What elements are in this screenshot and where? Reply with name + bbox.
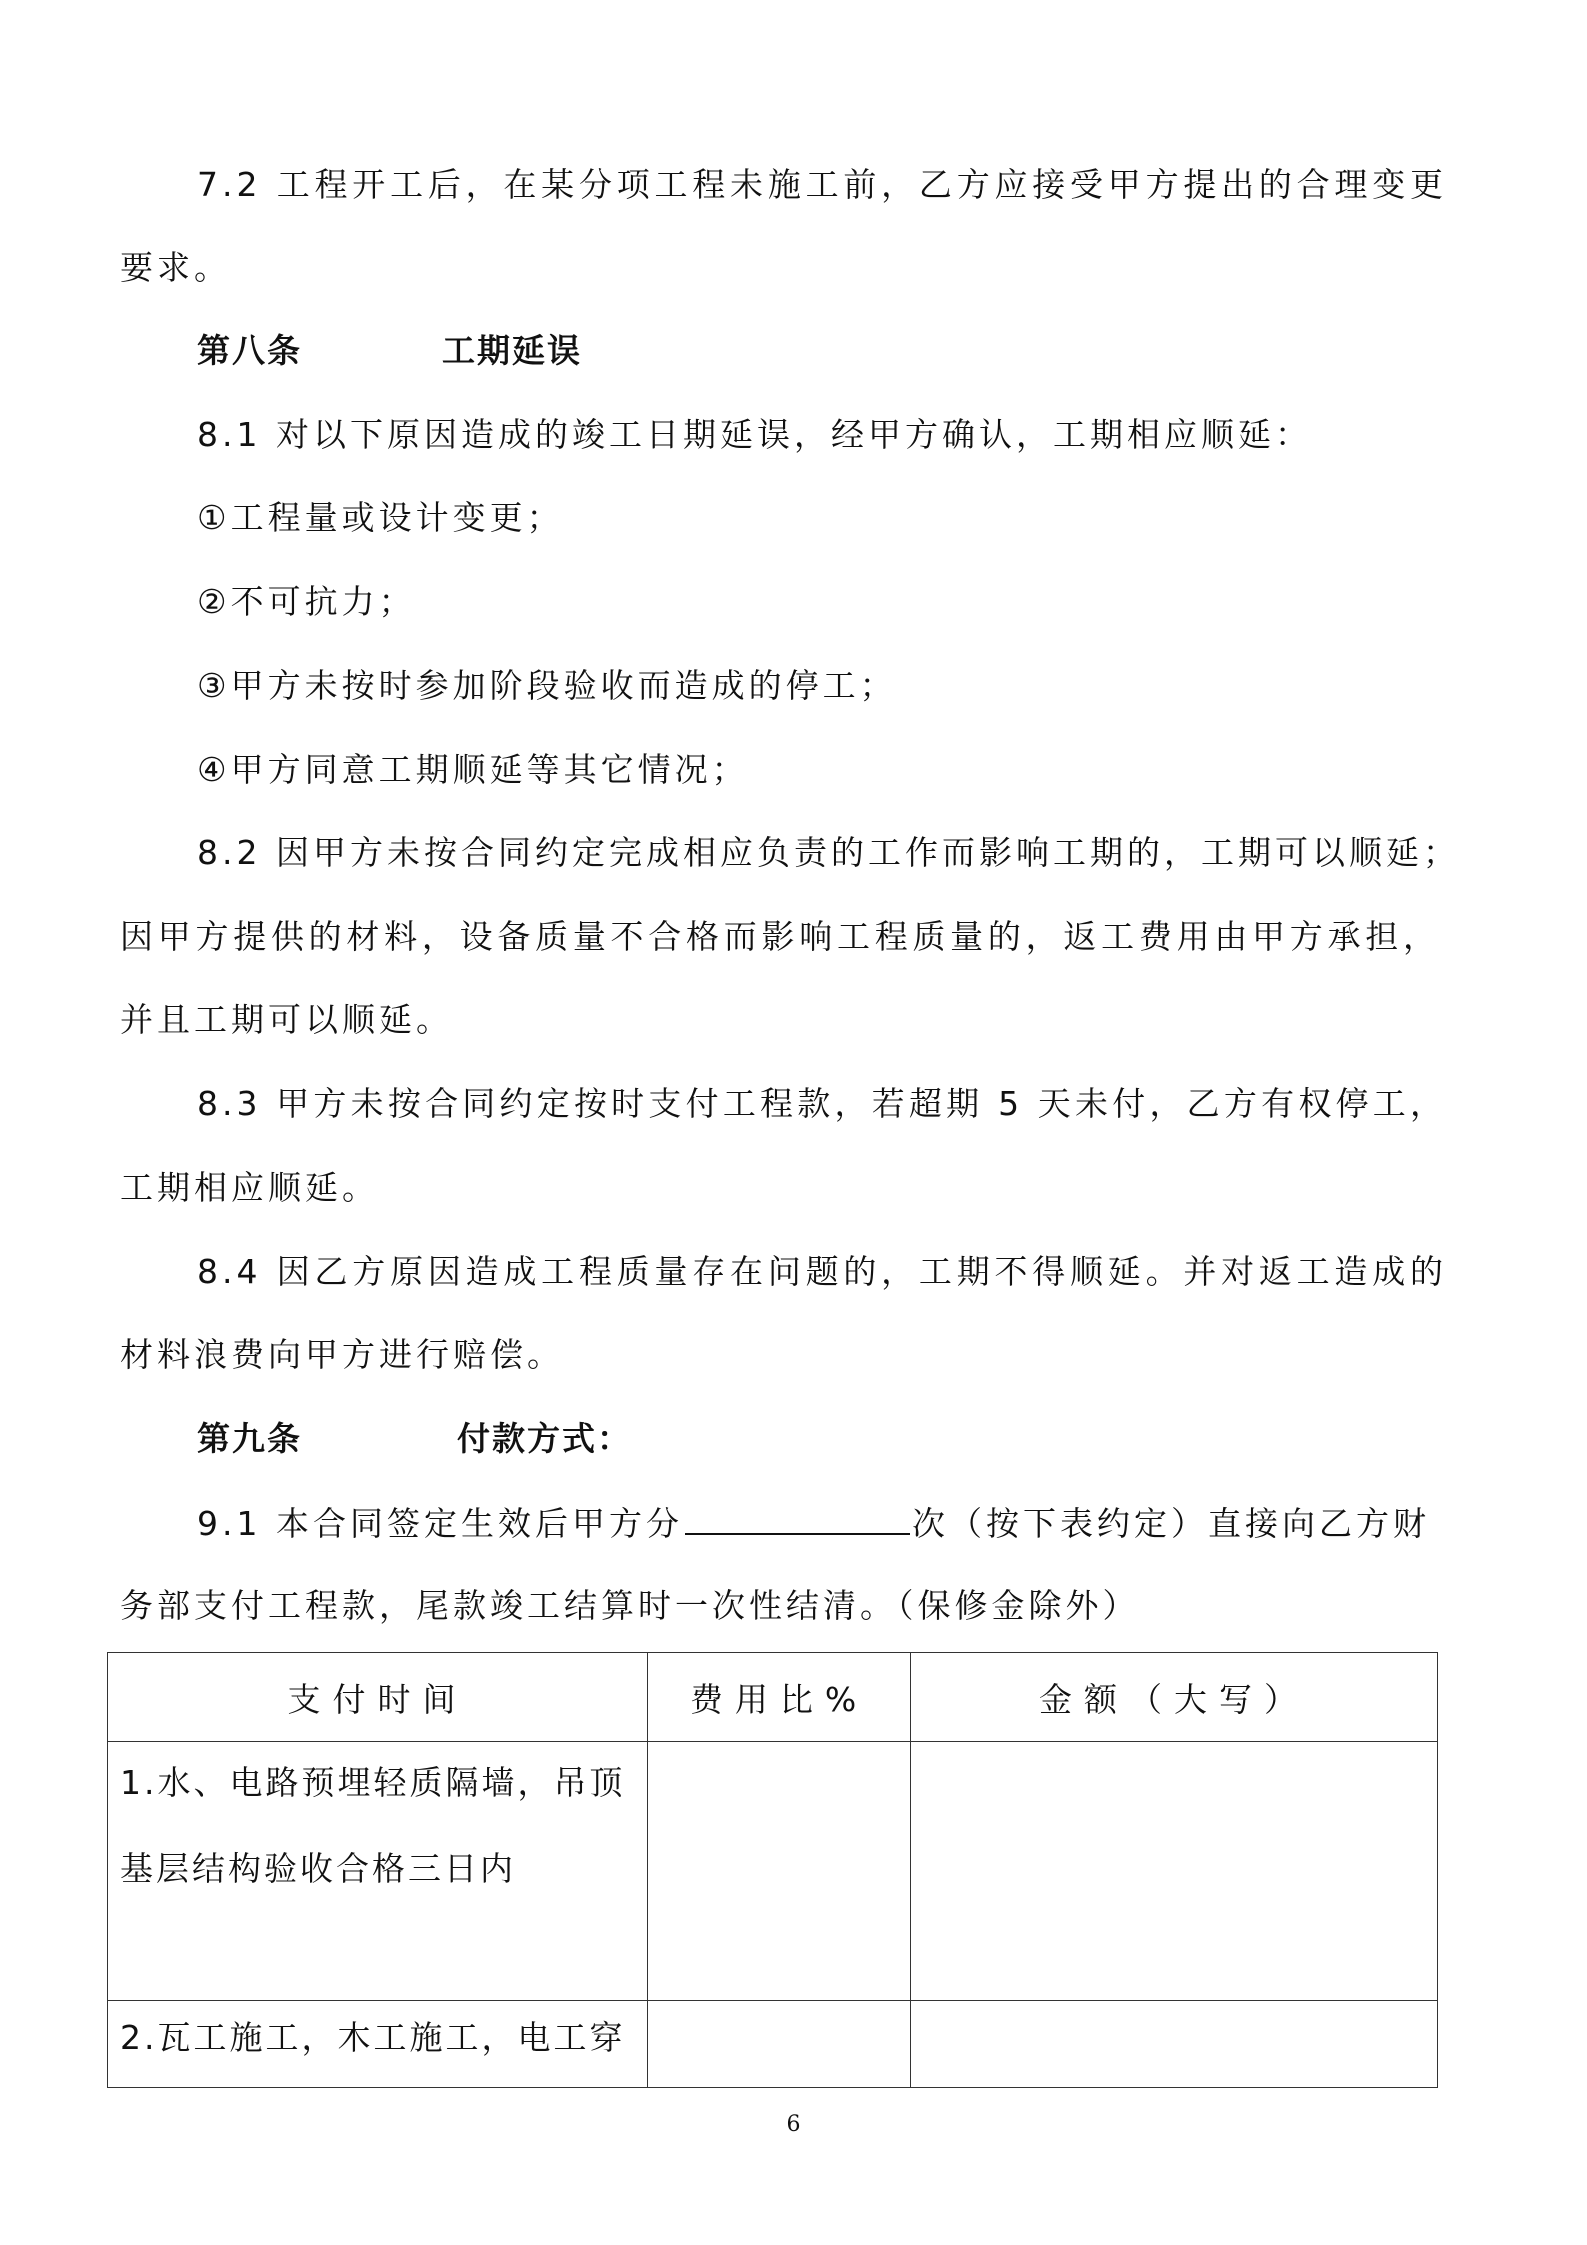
payment-time-cell [108,2001,648,2088]
article-8-label: 第八条 [197,331,302,370]
clause-8-4-line-1: 8.4 因乙方原因造成工程质量存在问题的，工期不得顺延。并对返工造成的 [197,1252,1447,1291]
amount-cell[interactable] [911,1742,1438,2001]
table-header-row [108,1653,1438,1742]
clause-8-2-line-3: 并且工期可以顺延。 [120,1000,453,1039]
cost-percent-cell[interactable] [648,1742,911,2001]
clause-8-3-line-2: 工期相应顺延。 [120,1168,379,1207]
clause-9-1-line-2: 务部支付工程款，尾款竣工结算时一次性结清。（保修金除外） [120,1586,1140,1625]
installment-count-blank[interactable] [685,1503,910,1535]
payment-time-line: 1.水、电路预埋轻质隔墙，吊顶 [120,1763,626,1802]
clause-8-1-item-1: ①工程量或设计变更； [197,498,564,537]
clause-8-4-line-2: 材料浪费向甲方进行赔偿。 [120,1335,564,1374]
article-8-heading [197,331,582,371]
clause-9-1-text-after: 次（按下表约定）直接向乙方财 [911,1504,1430,1543]
amount-cell[interactable] [911,2001,1438,2088]
clause-7-2-line-1: 7.2 工程开工后，在某分项工程未施工前，乙方应接受甲方提出的合理变更 [197,165,1447,204]
article-9-heading [197,1419,632,1459]
header-cost-percent: 费用比% [648,1653,911,1742]
clause-8-1-item-2: ②不可抗力； [197,582,416,621]
header-amount: 金额（大写） [911,1653,1438,1742]
payment-time-line: 2.瓦工施工，木工施工，电工穿 [120,2018,626,2057]
header-payment-time: 支付时间 [108,1653,648,1742]
clause-8-1-item-4: ④甲方同意工期顺延等其它情况； [197,750,749,789]
page-number: 6 [786,2112,801,2137]
clause-8-1-item-3: ③甲方未按时参加阶段验收而造成的停工； [197,666,897,705]
clause-8-2-line-2: 因甲方提供的材料，设备质量不合格而影响工程质量的，返工费用由甲方承担， [120,917,1440,956]
cost-percent-cell[interactable] [648,2001,911,2088]
payment-schedule-table [107,1652,1438,2088]
article-9-title: 付款方式： [457,1419,632,1458]
clause-8-1: 8.1 对以下原因造成的竣工日期延误，经甲方确认，工期相应顺延： [197,415,1312,454]
clause-9-1-line-1 [197,1503,1447,1544]
clause-8-2-line-1: 8.2 因甲方未按合同约定完成相应负责的工作而影响工期的，工期可以顺延； [197,833,1460,872]
article-8-title: 工期延误 [442,331,582,370]
payment-time-cell [108,1742,648,2001]
table-row [108,2001,1438,2088]
table-row [108,1742,1438,2001]
clause-7-2-line-2: 要求。 [120,248,231,287]
clause-9-1-text-before: 9.1 本合同签定生效后甲方分 [197,1504,683,1543]
article-9-label: 第九条 [197,1419,302,1458]
payment-time-line: 基层结构验收合格三日内 [120,1849,516,1888]
clause-8-3-line-1: 8.3 甲方未按合同约定按时支付工程款，若超期 5 天未付，乙方有权停工， [197,1084,1447,1123]
